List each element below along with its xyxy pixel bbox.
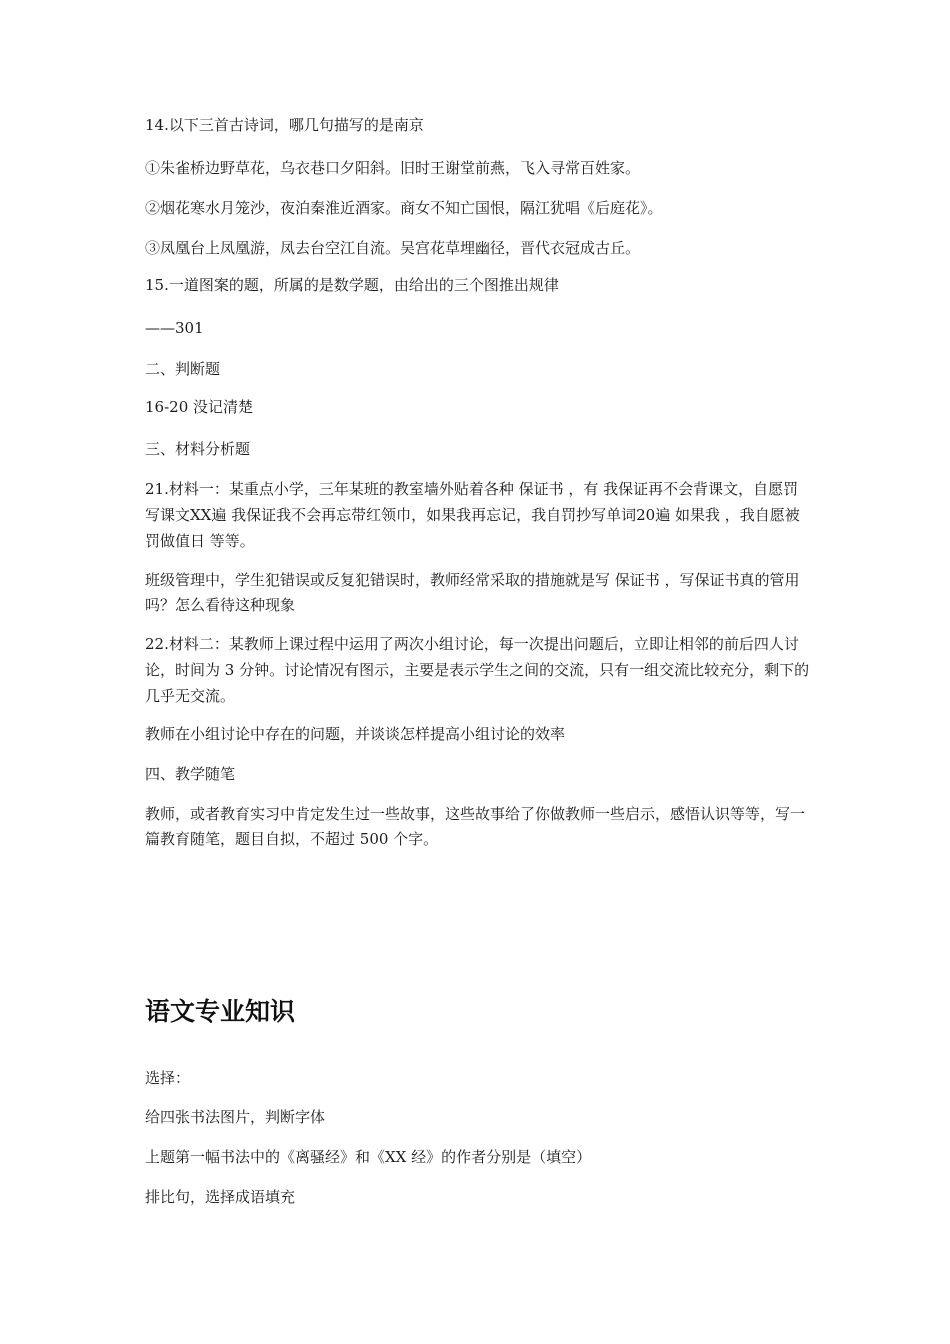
question-14-option-2: ②烟花寒水月笼沙，夜泊秦淮近酒家。商女不知亡国恨，隔江犹唱《后庭花》。 — [145, 199, 663, 217]
section-4-heading: 四、教学随笔 — [145, 765, 236, 783]
question-15-title: 15.一道图案的题，所属的是数学题，由给出的三个图推出规律 — [145, 276, 559, 294]
question-15-answer: ——301 — [145, 319, 204, 337]
question-21-question: 班级管理中，学生犯错误或反复犯错误时，教师经常采取的措施就是写 保证书 ，写保证书真的管用吗？怎么看待这种现象 — [145, 571, 800, 614]
section-3-heading: 三、材料分析题 — [145, 440, 251, 458]
chinese-item-2: 上题第一幅书法中的《离骚经》和《XX 经》的作者分别是（填空） — [145, 1148, 592, 1166]
question-14-option-1: ①朱雀桥边野草花，乌衣巷口夕阳斜。旧时王谢堂前燕，飞入寻常百姓家。 — [145, 159, 641, 177]
question-22-question: 教师在小组讨论中存在的问题，并谈谈怎样提高小组讨论的效率 — [145, 725, 566, 743]
chinese-item-1: 给四张书法图片，判断字体 — [145, 1108, 326, 1126]
section-2-heading: 二、判断题 — [145, 360, 221, 378]
chinese-item-3: 排比句，选择成语填充 — [145, 1188, 296, 1206]
question-14-option-3: ③凤凰台上凤凰游，凤去台空江自流。吴宫花草埋幽径，晋代衣冠成古丘。 — [145, 239, 641, 257]
question-22-material: 22.材料二：某教师上课过程中运用了两次小组讨论，每一次提出问题后，立即让相邻的前后四人讨论，时间为 3 分钟。讨论情况有图示，主要是表示学生之间的交流，只有一组交流比较充分，剩下的几乎无交流。 — [145, 635, 810, 705]
section-2-note: 16-20 没记清楚 — [145, 398, 254, 416]
choice-label: 选择： — [145, 1069, 191, 1087]
section-4-prompt: 教师，或者教育实习中肯定发生过一些故事，这些故事给了你做教师一些启示，感悟认识等等，写一篇教育随笔，题目自拟，不超过 500 个字。 — [145, 805, 806, 848]
chinese-knowledge-title: 语文专业知识 — [145, 997, 296, 1026]
question-14-title: 14.以下三首古诗词，哪几句描写的是南京 — [145, 116, 424, 134]
question-21-material: 21.材料一：某重点小学，三年某班的教室墙外贴着各种 保证书 ，有 我保证再不会背课文，自愿罚写课文XX遍 我保证我不会再忘带红领巾，如果我再忘记，我自罚抄写单词20遍 如果我 ，我自愿被罚做值日 等等。 — [145, 480, 800, 550]
